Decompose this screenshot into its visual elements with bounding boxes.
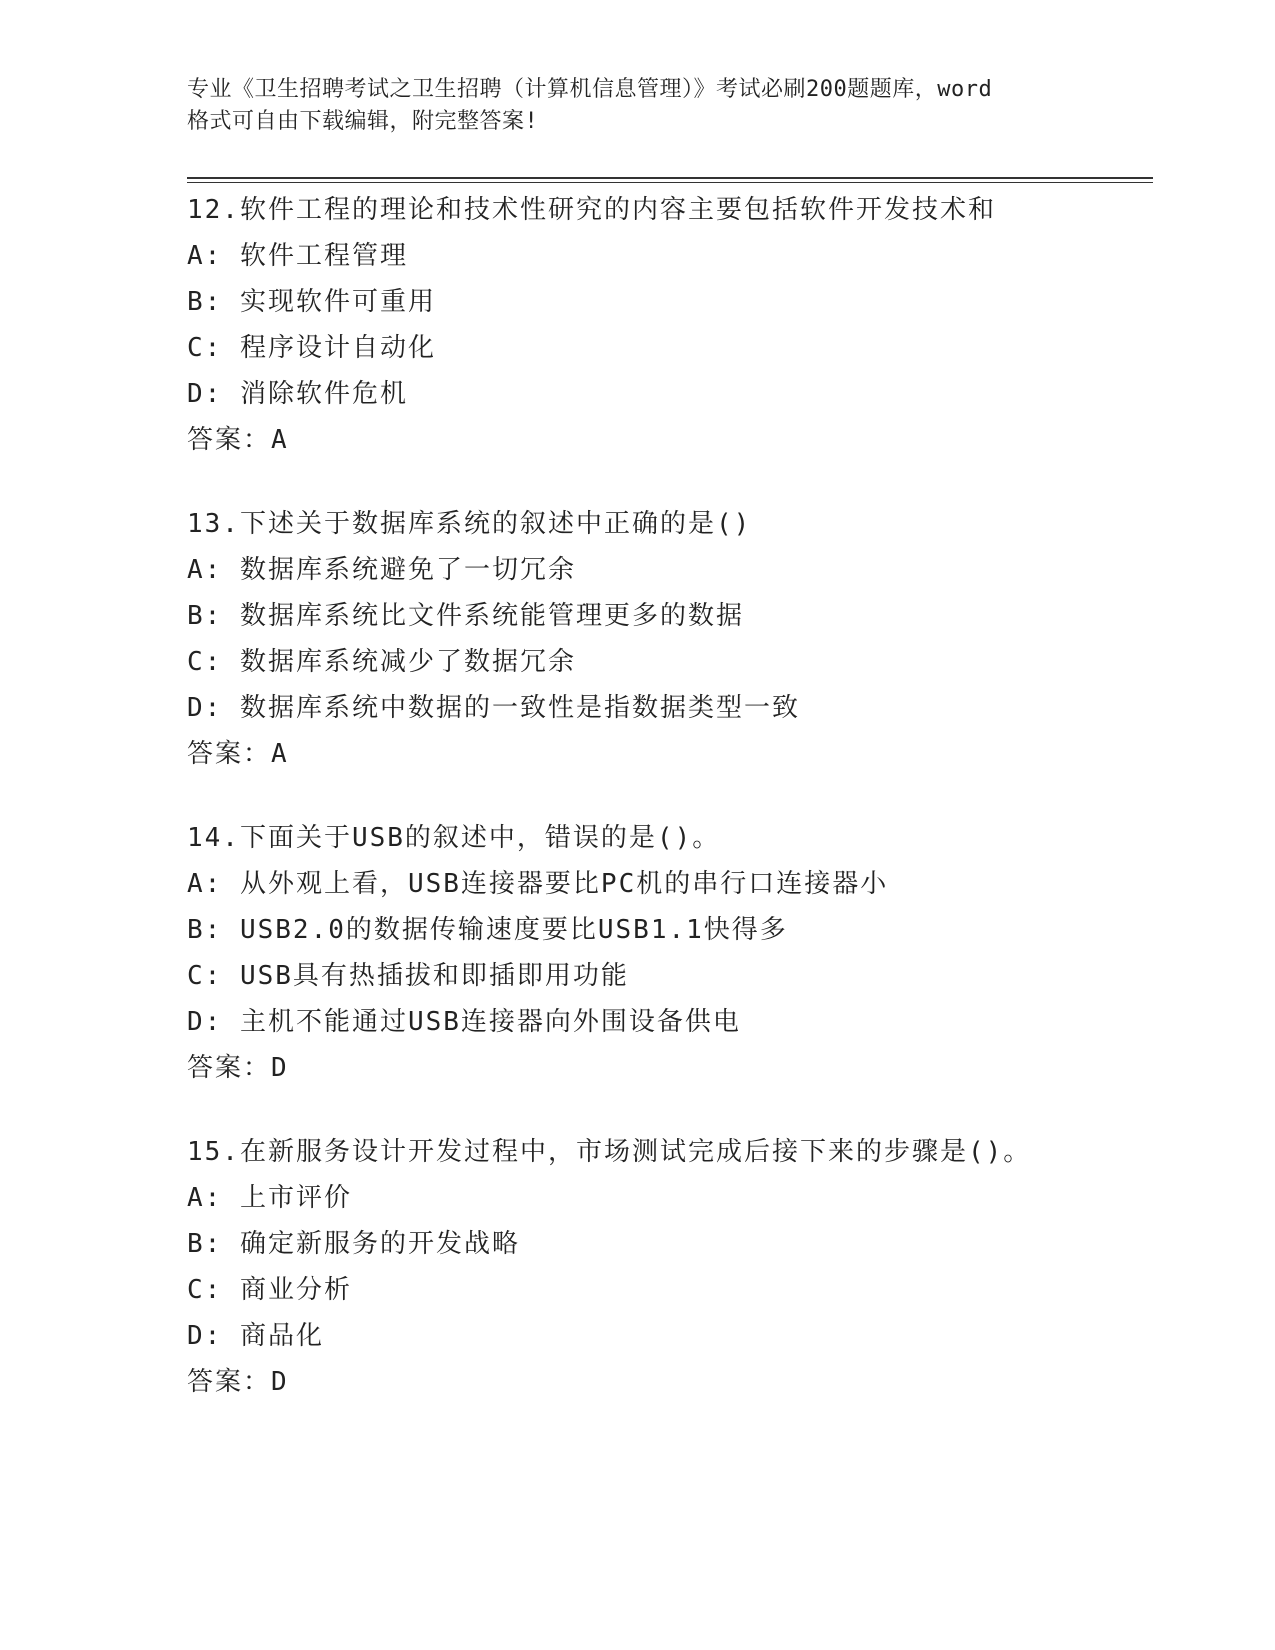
option-a: A: 数据库系统避免了一切冗余 — [187, 555, 576, 585]
question-list — [187, 187, 1147, 1443]
question-15 — [187, 1129, 1147, 1405]
answer: 答案：A — [187, 425, 289, 455]
option-a: A: 上市评价 — [187, 1183, 352, 1213]
header-divider-thick — [187, 177, 1153, 179]
question-stem: 15.在新服务设计开发过程中，市场测试完成后接下来的步骤是()。 — [187, 1137, 1032, 1167]
option-a: A: 从外观上看，USB连接器要比PC机的串行口连接器小 — [187, 869, 889, 899]
option-d: D: 数据库系统中数据的一致性是指数据类型一致 — [187, 693, 800, 723]
option-a: A: 软件工程管理 — [187, 241, 408, 271]
answer: 答案：A — [187, 739, 289, 769]
question-stem: 14.下面关于USB的叙述中，错误的是()。 — [187, 823, 721, 853]
option-b: B: 确定新服务的开发战略 — [187, 1229, 520, 1259]
option-c: C: USB具有热插拔和即插即用功能 — [187, 961, 629, 991]
question-14 — [187, 815, 1147, 1091]
header-divider-thin — [187, 182, 1153, 183]
question-12 — [187, 187, 1147, 463]
question-13 — [187, 501, 1147, 777]
option-c: C: 数据库系统减少了数据冗余 — [187, 647, 576, 677]
option-c: C: 程序设计自动化 — [187, 333, 436, 363]
option-d: D: 商品化 — [187, 1321, 324, 1351]
option-b: B: USB2.0的数据传输速度要比USB1.1快得多 — [187, 915, 788, 945]
option-b: B: 实现软件可重用 — [187, 287, 436, 317]
question-stem: 13.下述关于数据库系统的叙述中正确的是() — [187, 509, 752, 539]
option-d: D: 消除软件危机 — [187, 379, 408, 409]
answer: 答案：D — [187, 1053, 289, 1083]
header-line-2: 格式可自由下载编辑，附完整答案! — [187, 109, 539, 134]
option-b: B: 数据库系统比文件系统能管理更多的数据 — [187, 601, 744, 631]
option-d: D: 主机不能通过USB连接器向外围设备供电 — [187, 1007, 741, 1037]
header-line-1: 专业《卫生招聘考试之卫生招聘（计算机信息管理）》考试必刷200题题库，word — [187, 77, 993, 102]
document-header — [187, 74, 1087, 138]
option-c: C: 商业分析 — [187, 1275, 352, 1305]
answer: 答案：D — [187, 1367, 289, 1397]
question-stem: 12.软件工程的理论和技术性研究的内容主要包括软件开发技术和 — [187, 195, 996, 225]
